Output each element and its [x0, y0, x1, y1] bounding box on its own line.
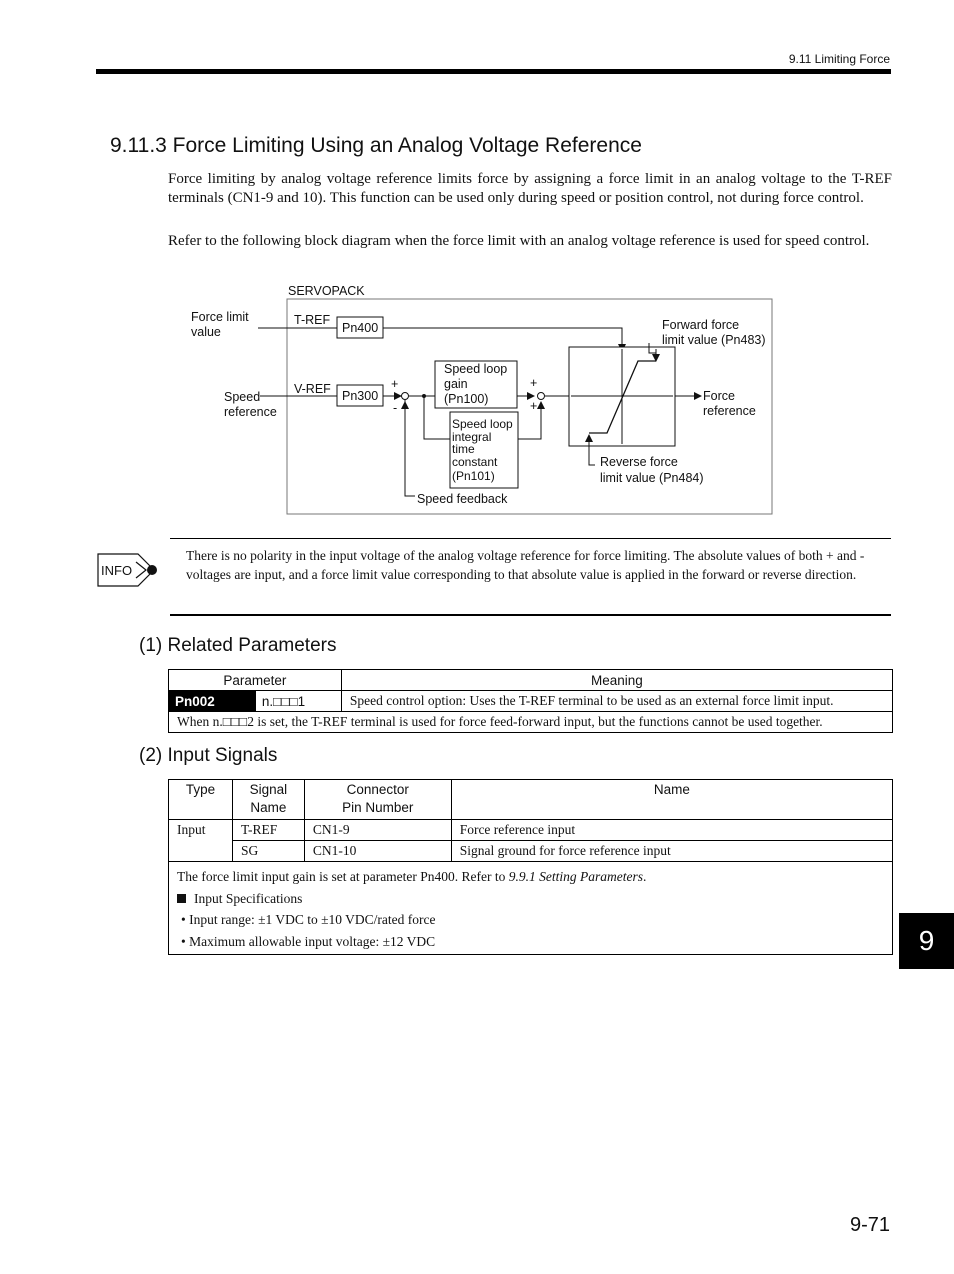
pn400-label: Pn400 — [342, 321, 379, 335]
page-number: 9-71 — [849, 1214, 890, 1236]
sum2-plus-top: + — [530, 376, 538, 390]
reverse-limit-line1: Reverse force — [600, 455, 678, 469]
pn300-label: Pn300 — [342, 389, 379, 403]
tref-label: T-REF — [294, 313, 331, 327]
summing-junction-1 — [402, 393, 409, 400]
section-title: 9.11.3 Force Limiting Using an Analog Voltage Reference — [110, 134, 642, 157]
summing-junction-2 — [538, 393, 545, 400]
info-text: There is no polarity in the input voltage of the analog voltage reference for force limiting. The absolute values of both + and - voltages are input, and a force limit value corresponding to that absolute value is applied in the forward or reverse direction. — [186, 548, 865, 582]
info-rule-top — [170, 538, 891, 539]
cross-reference: 9.9.1 Setting Parameters — [508, 869, 644, 884]
sum1-plus: + — [391, 377, 399, 391]
intro-paragraph: Force limiting by analog voltage reference limits force by assigning a force limit in an analog voltage to the T-REF terminals (CN1-9 and 10). This function can be used only during speed or position control, not during force control. — [168, 171, 892, 206]
signal-pin: CN1-9 — [304, 820, 451, 841]
signal-description: Signal ground for force reference input — [451, 841, 892, 862]
vref-label: V-REF — [294, 382, 331, 396]
integral-line3: time — [452, 442, 475, 456]
table-row — [169, 841, 893, 862]
param-value: n.□□□1 — [255, 691, 341, 712]
chapter-tab: 9 — [899, 913, 954, 969]
sum1-minus: - — [393, 401, 398, 415]
input-signals-heading: (2) Input Signals — [139, 745, 278, 766]
input-signals-table — [168, 779, 893, 955]
col-name: Name — [451, 780, 892, 820]
col-parameter: Parameter — [169, 670, 342, 691]
param-number: Pn002 — [169, 691, 256, 712]
diagram-intro-paragraph: Refer to the following block diagram when the force limit with an analog voltage reference is used for speed control. — [168, 233, 870, 249]
spec-max-voltage: • Maximum allowable input voltage: ±12 VDC — [181, 933, 436, 949]
reverse-limit-line2: limit value (Pn484) — [600, 471, 704, 485]
signal-pin: CN1-10 — [304, 841, 451, 862]
signal-name: SG — [232, 841, 304, 862]
speed-loop-gain-line2: gain — [444, 377, 468, 391]
spec-heading: Input Specifications — [177, 888, 884, 910]
integral-line5: (Pn101) — [452, 469, 495, 483]
col-connector-pin: Connector Pin Number — [304, 780, 451, 820]
force-reference-line2: reference — [703, 404, 756, 418]
related-parameters-heading: (1) Related Parameters — [139, 635, 337, 656]
param-note: When n.□□□2 is set, the T-REF terminal is used for force feed-forward input, but the functions cannot be used together. — [169, 712, 893, 733]
forward-limit-line1: Forward force — [662, 318, 740, 332]
signal-type: Input — [169, 820, 233, 862]
sum2-plus-bottom: + — [530, 399, 538, 413]
running-header: 9.11 Limiting Force — [788, 52, 890, 66]
col-meaning: Meaning — [341, 670, 892, 691]
speed-reference-line2: reference — [224, 405, 277, 419]
info-rule-bottom — [170, 614, 891, 616]
bullet-square-icon — [177, 894, 186, 903]
block-diagram — [180, 282, 780, 522]
gain-note: The force limit input gain is set at parameter Pn400. Refer to 9.9.1 Setting Parameters. — [177, 869, 647, 884]
servopack-label: SERVOPACK — [288, 284, 365, 298]
speed-loop-gain-line1: Speed loop — [444, 362, 508, 376]
info-icon-label: INFO — [101, 563, 133, 578]
signal-name: T-REF — [232, 820, 304, 841]
signal-description: Force reference input — [451, 820, 892, 841]
force-reference-line1: Force — [703, 389, 735, 403]
col-type: Type — [169, 780, 233, 820]
input-signals-note — [169, 862, 893, 955]
speed-reference-line1: Speed — [224, 390, 261, 404]
col-signal-name: Signal Name — [232, 780, 304, 820]
integral-line4: constant — [452, 455, 498, 469]
table-row — [169, 820, 893, 841]
param-meaning: Speed control option: Uses the T-REF terminal to be used as an external force limit input. — [341, 691, 892, 712]
related-parameters-table — [168, 669, 893, 733]
info-icon — [96, 550, 160, 590]
force-limit-label-line1: Force limit — [191, 310, 249, 324]
integral-line2: integral — [452, 430, 492, 444]
header-rule — [96, 69, 891, 74]
speed-feedback-label: Speed feedback — [417, 492, 508, 506]
integral-line1: Speed loop — [452, 417, 513, 431]
force-limit-label-line2: value — [191, 325, 221, 339]
spec-input-range: • Input range: ±1 VDC to ±10 VDC/rated force — [181, 912, 436, 927]
forward-limit-line2: limit value (Pn483) — [662, 333, 766, 347]
speed-loop-gain-line3: (Pn100) — [444, 392, 489, 406]
